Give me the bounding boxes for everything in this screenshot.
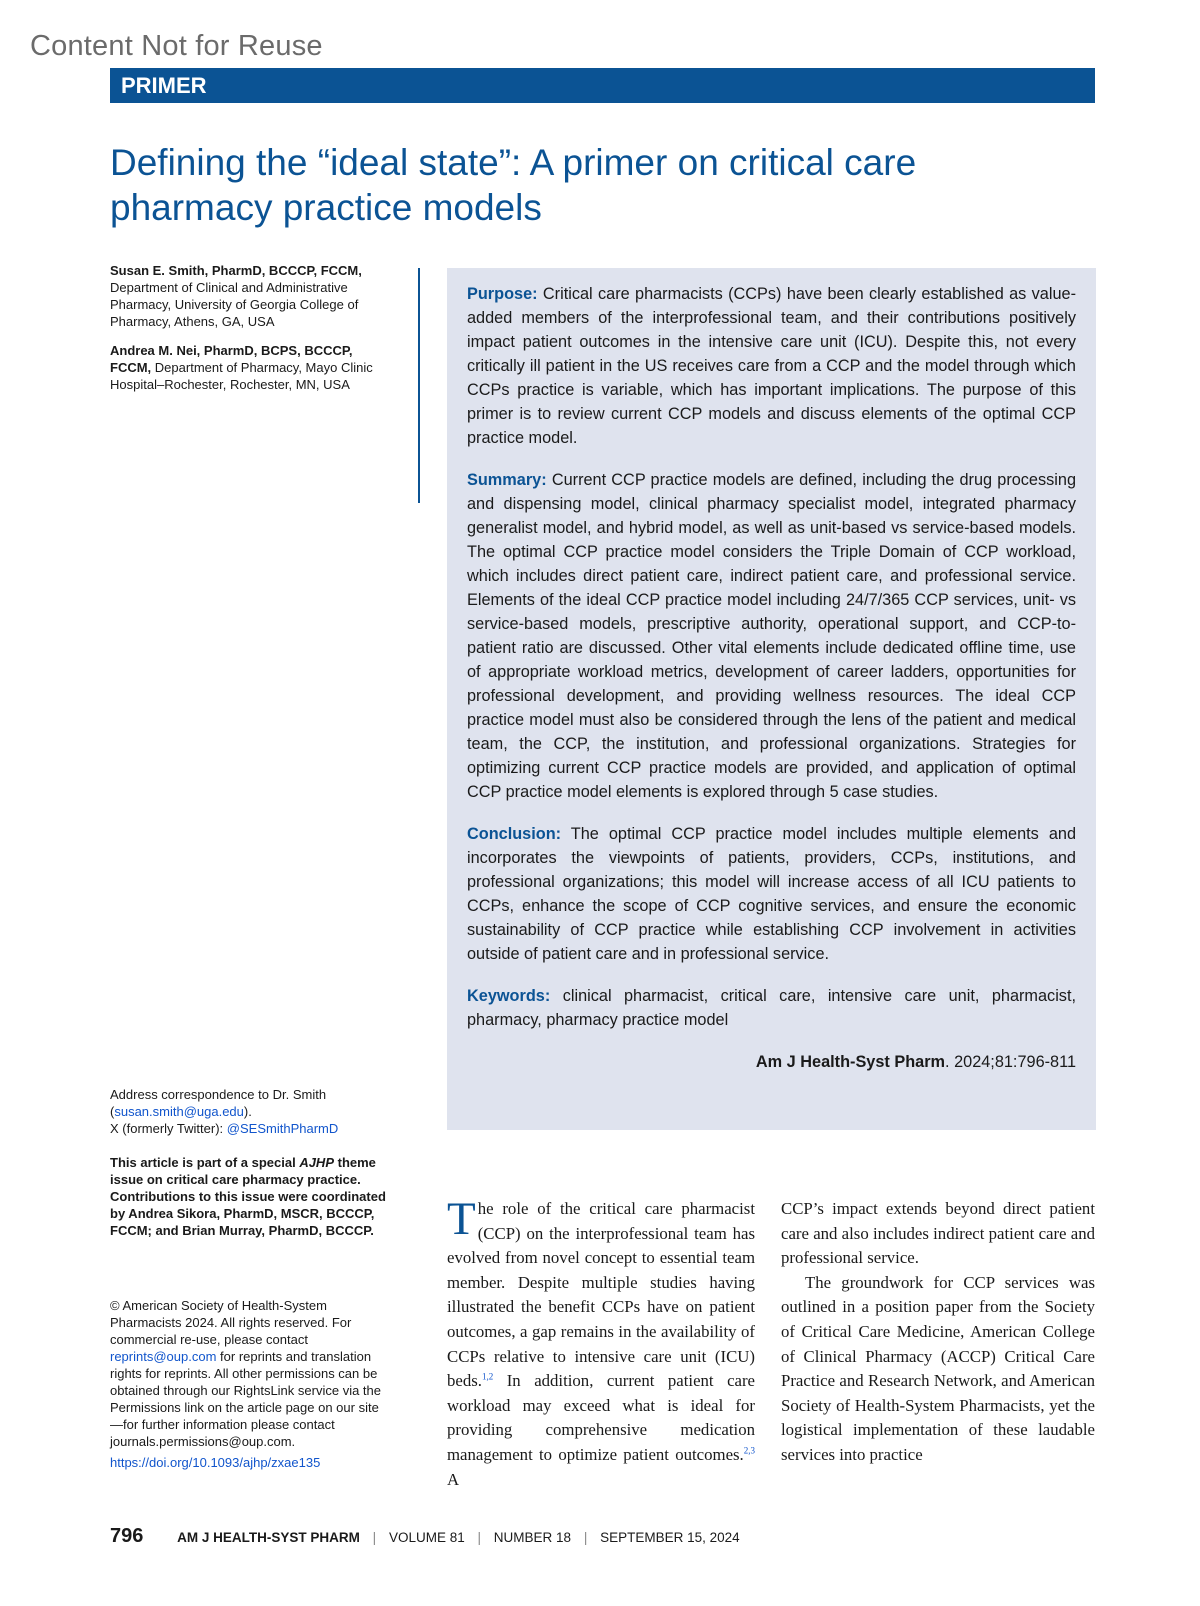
correspondence-email-line: (susan.smith@uga.edu). <box>110 1104 252 1119</box>
reprints-email-link[interactable]: reprints@oup.com <box>110 1349 217 1364</box>
special-issue-journal: AJHP <box>299 1155 334 1170</box>
author-name: Andrea M. Nei, PharmD, BCPS, BCCCP, FCCM, <box>110 343 353 375</box>
keywords-label: Keywords: <box>467 987 551 1005</box>
purpose-label: Purpose: <box>467 285 538 303</box>
body-text: A <box>447 1469 460 1489</box>
twitter-handle-link[interactable]: @SESmithPharmD <box>226 1121 339 1136</box>
page-footer <box>110 1525 740 1548</box>
body-column-1 <box>447 1193 755 1492</box>
author-name: Susan E. Smith, PharmD, BCCCP, FCCM, <box>110 263 362 278</box>
body-column-2 <box>781 1197 1095 1468</box>
footer-volume: VOLUME 81 <box>388 1530 465 1545</box>
citation-journal: Am J Health-Syst Pharm <box>755 1053 946 1071</box>
section-label: PRIMER <box>121 73 207 98</box>
abstract-purpose <box>467 282 1076 450</box>
reference-link[interactable]: 1,2 <box>481 1371 494 1382</box>
correspondence-block <box>110 1086 390 1137</box>
special-issue-text-1: This article is part of a special <box>110 1155 296 1170</box>
conclusion-label: Conclusion: <box>467 825 562 843</box>
drop-cap: T <box>447 1193 476 1245</box>
copyright-block <box>110 1297 390 1471</box>
abstract-conclusion <box>467 822 1076 966</box>
correspondence-line: Address correspondence to Dr. Smith <box>110 1087 327 1102</box>
watermark: Content Not for Reuse <box>30 30 323 62</box>
abstract-summary <box>467 468 1076 804</box>
body-paragraph <box>447 1193 755 1492</box>
body-paragraph: CCP’s impact extends beyond direct patient care and also includes indirect patient care and professional service. <box>781 1199 1095 1268</box>
summary-label: Summary: <box>467 471 547 489</box>
author-affiliation: Department of Clinical and Administrative Pharmacy, University of Georgia College of Pharmacy, Athens, GA, USA <box>110 280 359 329</box>
copyright-text-2: for reprints and translation rights for reprints. All other permissions can be obtained through our RightsLink service via the Permissions link on the article page on our site—for further information please contact journals.permissions@oup.com. <box>110 1349 381 1449</box>
correspondence-email-link[interactable]: susan.smith@uga.edu <box>114 1104 244 1119</box>
footer-separator: | <box>372 1530 377 1545</box>
author-2 <box>110 342 390 393</box>
footer-date: SEPTEMBER 15, 2024 <box>600 1530 740 1545</box>
special-issue-text-2: theme issue on critical care pharmacy practice. Contributions to this issue were coordinated by Andrea Sikora, PharmD, MSCR, BCCCP, FCCM; and Brian Murray, PharmD, BCCCP. <box>110 1155 386 1238</box>
footer-number: NUMBER 18 <box>493 1530 572 1545</box>
author-divider <box>418 268 420 503</box>
abstract-keywords <box>467 984 1076 1032</box>
purpose-text: Critical care pharmacists (CCPs) have been clearly established as value-added members of the interprofessional team, and their contributions positively impact patient outcomes in the intensive care unit (ICU). Despite this, not every critically ill patient in the US receives care from a CCP and the model through which CCPs practice is variable, which has important implications. The purpose of this primer is to review current CCP models and discuss elements of the optimal CCP practice model. <box>467 285 1076 447</box>
twitter-label: X (formerly Twitter): <box>110 1121 224 1136</box>
author-1 <box>110 262 390 330</box>
reference-link[interactable]: 2,3 <box>743 1445 755 1456</box>
body-paragraph: The groundwork for CCP services was outlined in a position paper from the Society of Critical Care Medicine, American College of Clinical Pharmacy (ACCP) Critical Care Practice and Research Network, and American Society of Health-System Pharmacists, yet the logistical implementation of these laudable services into practice <box>781 1272 1095 1464</box>
conclusion-text: The optimal CCP practice model includes multiple elements and incorporates the viewpoints of patients, providers, CCPs, institutions, and professional organizations; this model will increase access of all ICU patients to CCPs, enhance the scope of CCP cognitive services, and ensure the economic sustainability of CCP practice while establishing CCP involvement in activities outside of patient care and in professional service. <box>467 825 1076 963</box>
author-block <box>110 262 390 405</box>
doi-link[interactable]: https://doi.org/10.1093/ajhp/zxae135 <box>110 1455 321 1470</box>
copyright-text-1: © American Society of Health-System Pharmacists 2024. All rights reserved. For commercial re-use, please contact <box>110 1298 352 1347</box>
footer-separator: | <box>583 1530 588 1545</box>
section-banner <box>110 68 1095 103</box>
body-text: In addition, current patient care workload may exceed what is ideal for providing comprehensive medication management to optimize patient outcomes. <box>447 1371 755 1464</box>
footer-separator: | <box>477 1530 482 1545</box>
keywords-text: clinical pharmacist, critical care, intensive care unit, pharmacist, pharmacy, pharmacy practice model <box>467 987 1076 1029</box>
abstract-citation <box>467 1050 1076 1074</box>
footer-journal: AM J HEALTH-SYST PHARM <box>177 1530 360 1545</box>
page-number: 796 <box>110 1525 144 1547</box>
author-affiliation: Department of Pharmacy, Mayo Clinic Hospital–Rochester, Rochester, MN, USA <box>110 360 373 392</box>
body-text: he role of the critical care pharmacist (CCP) on the interprofessional team has evolved from novel concept to essential team member. Despite multiple studies having illustrated the benefit CCPs have on patient outcomes, a gap remains in the availability of CCPs relative to intensive care unit (ICU) beds. <box>447 1199 755 1391</box>
article-title: Defining the “ideal state”: A primer on critical care pharmacy practice models <box>110 142 917 228</box>
twitter-line <box>110 1120 390 1137</box>
abstract-box <box>447 268 1096 1130</box>
summary-text: Current CCP practice models are defined, including the drug processing and dispensing model, clinical pharmacy specialist model, integrated pharmacy generalist model, and hybrid model, as well as unit-based vs service-based models. The optimal CCP practice model considers the Triple Domain of CCP workload, which includes direct patient care, indirect patient care, and professional service. Elements of the ideal CCP practice model including 24/7/365 CCP services, unit- vs service-based models, prescriptive authority, operational support, and CCP-to-patient ratio are discussed. Other vital elements include dedicated offline time, use of appropriate workload metrics, development of career ladders, opportunities for professional development, and providing wellness resources. The ideal CCP practice model must also be considered through the lens of the patient and medical team, the CCP, the institution, and professional organizations. Strategies for optimizing current CCP practice models are provided, and application of optimal CCP practice model elements is explored through 5 case studies. <box>467 471 1076 801</box>
special-issue-note <box>110 1154 390 1239</box>
citation-details: . 2024;81:796-811 <box>945 1053 1076 1071</box>
